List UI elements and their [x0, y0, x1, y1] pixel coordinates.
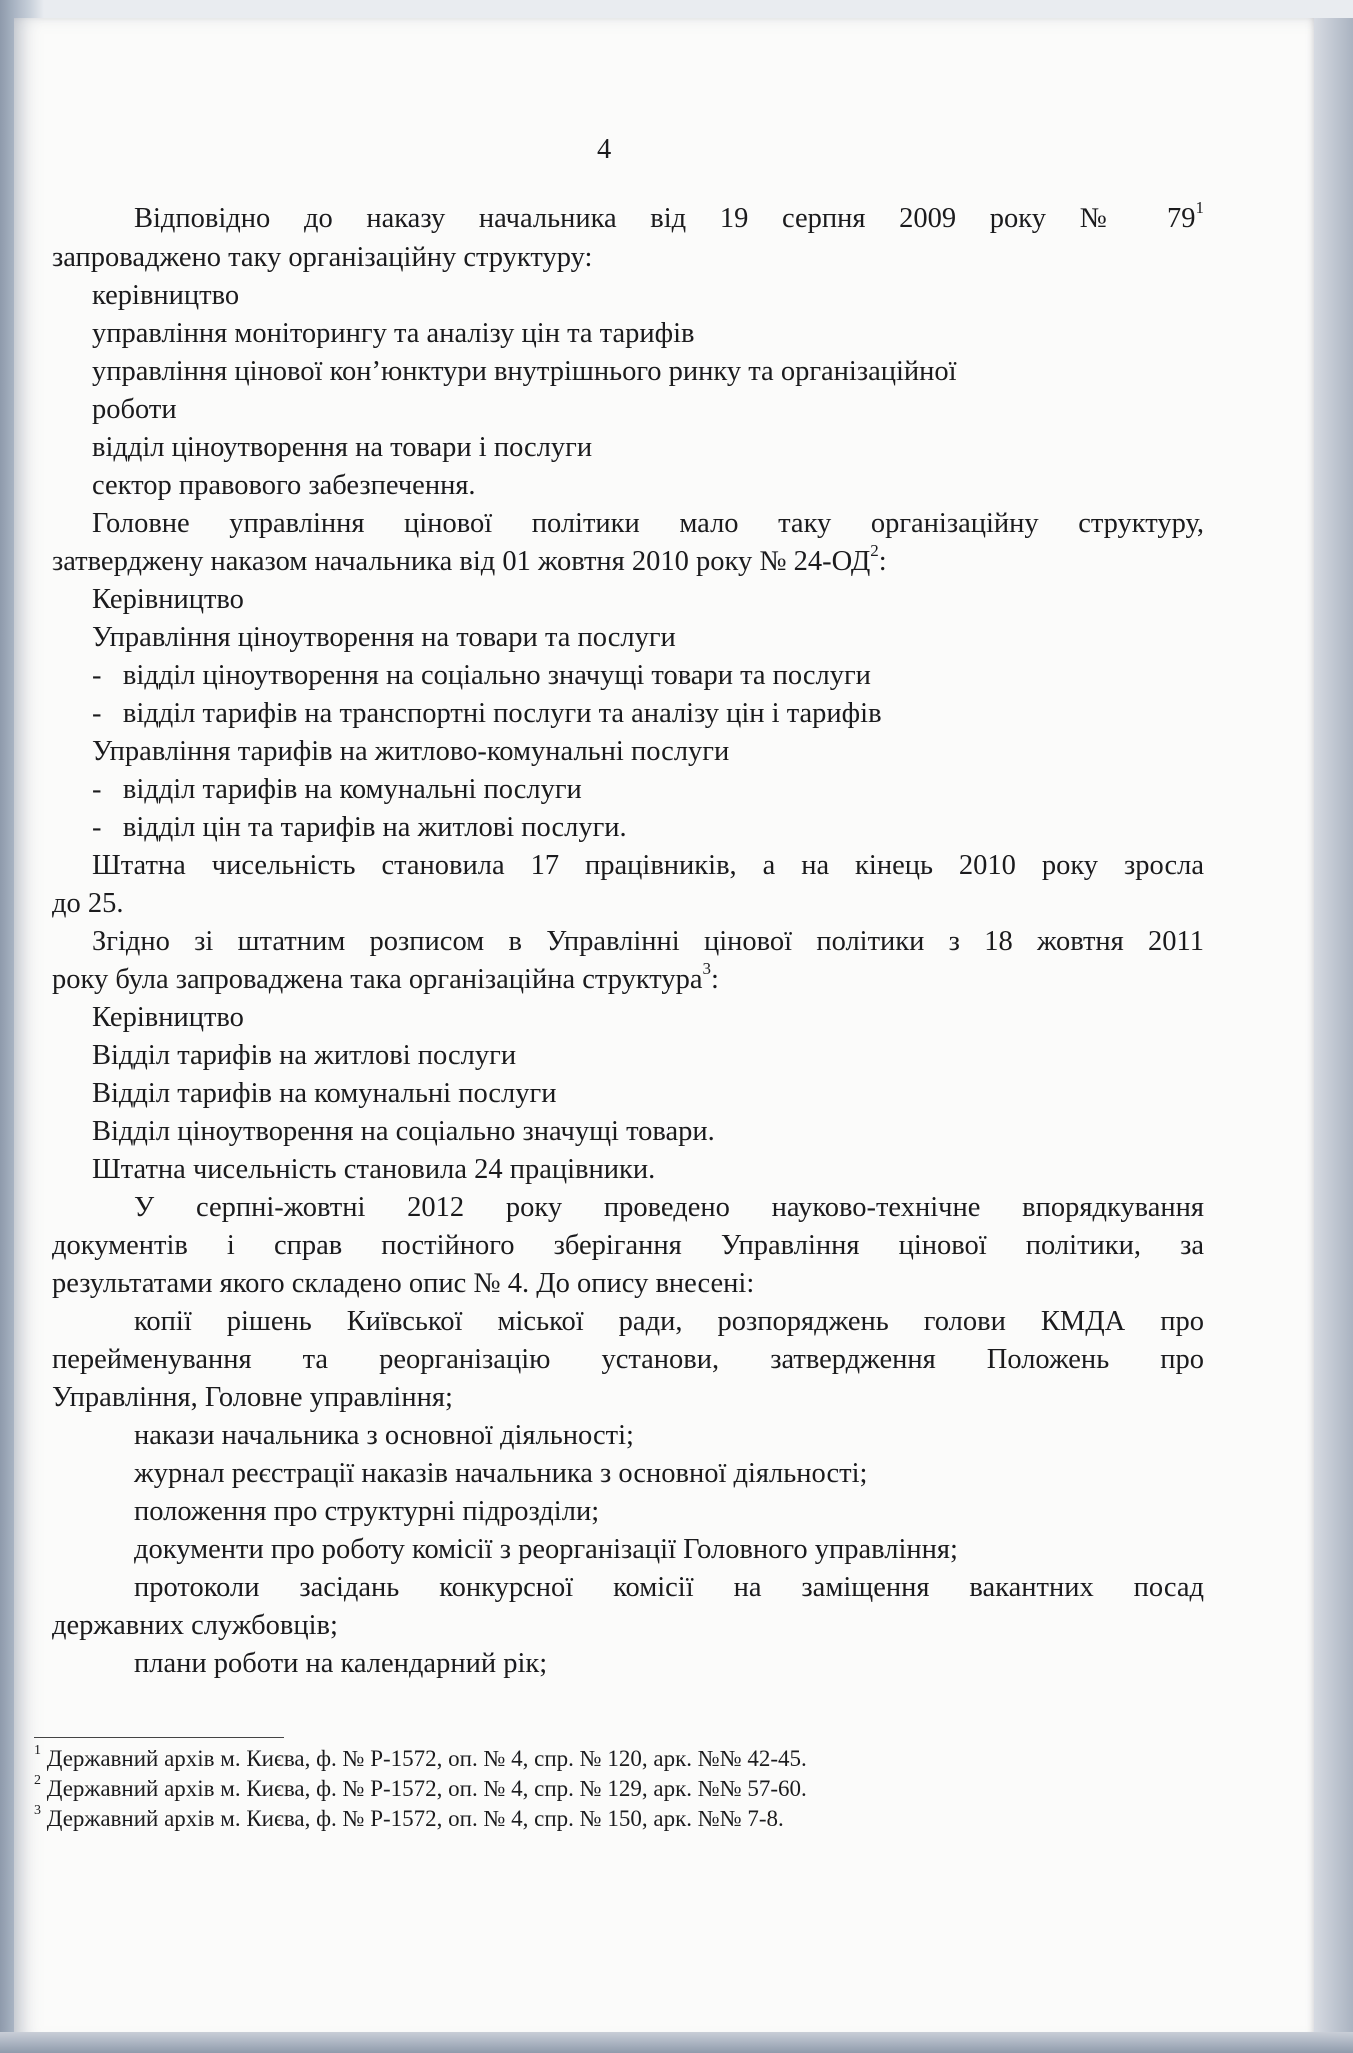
page-number: 4 [597, 134, 612, 165]
list-item: відділ ціноутворення на товари і послуги [92, 432, 593, 463]
list-item: - відділ тарифів на комунальні послуги [92, 774, 582, 805]
list-item: - відділ тарифів на транспортні послуги та аналізу цін і тарифів [92, 698, 882, 729]
paragraph-line: У серпні-жовтні 2012 року проведено науково-технічне впорядкування [134, 1192, 1204, 1223]
footnote-mark: 3 [34, 1803, 41, 1819]
paragraph-line: Згідно зі штатним розписом в Управлінні цінової політики з 18 жовтня 2011 [92, 926, 1204, 957]
footnote-ref: 2 [870, 540, 879, 560]
list-item: Управління тарифів на житлово-комунальні послуги [92, 736, 730, 767]
list-item: Відділ ціноутворення на соціально значущі товари. [92, 1116, 715, 1147]
list-item: положення про структурні підрозділи; [134, 1496, 600, 1527]
list-item: Керівництво [92, 1002, 244, 1033]
page-edge [1314, 18, 1353, 2053]
footnote-mark: 1 [34, 1743, 41, 1759]
paragraph-line: протоколи засідань конкурсної комісії на заміщення вакантних посад [134, 1572, 1204, 1603]
list-item: Відділ тарифів на житлові послуги [92, 1040, 517, 1071]
list-item: накази начальника з основної діяльності; [134, 1420, 634, 1451]
paragraph-line: затверджену наказом начальника від 01 жовтня 2010 року № $24-ОД^2$: [52, 540, 887, 577]
paragraph-line: до 25. [52, 888, 124, 919]
paragraph-line: перейменування та реорганізацію установи, затвердження Положень про [52, 1344, 1204, 1375]
footnote-ref: 3 [702, 958, 712, 978]
footnote-ref: 1 [1195, 197, 1204, 217]
list-item: керівництво [92, 280, 240, 311]
footnote-separator [34, 1737, 284, 1738]
paragraph-line: державних службовців; [52, 1610, 338, 1641]
paragraph-line: Головне управління цінової політики мало таку організаційну структуру, [92, 508, 1204, 539]
list-item: - відділ цін та тарифів на житлові послуги. [92, 812, 627, 843]
footnote: $^1$ Державний архів м. Києва, ф. № Р-1572, оп. № 4, спр. № 120, арк. №№ 42-45. [34, 1743, 807, 1771]
list-item: сектор правового забезпечення. [92, 470, 476, 501]
list-item: плани роботи на календарний рік; [134, 1648, 548, 1679]
paragraph-line: Відповідно до наказу начальника від 19 серпня 2009 року № $79^1$ [134, 197, 1204, 234]
list-item: документи про роботу комісії з реорганізації Головного управління; [134, 1534, 958, 1565]
list-item: управління моніторингу та аналізу цін та тарифів [92, 318, 695, 349]
list-item: управління цінової кон’юнктури внутрішнього ринку та організаційної [92, 356, 957, 387]
paragraph-line: результатами якого складено опис № 4. До опису внесені: [52, 1268, 755, 1299]
paragraph-line: року була запроваджена така організаційна структура$^3$: [52, 958, 719, 995]
paragraph-line: запроваджено таку організаційну структуру: [52, 242, 593, 273]
list-item: журнал реєстрації наказів начальника з основної діяльності; [134, 1458, 868, 1489]
paragraph-line: Штатна чисельність становила 17 працівників, а на кінець 2010 року зросла [92, 850, 1204, 881]
list-item: Відділ тарифів на комунальні послуги [92, 1078, 557, 1109]
scan-border [0, 2032, 1353, 2053]
list-item: Керівництво [92, 584, 244, 615]
footnote: $^2$ Державний архів м. Києва, ф. № Р-1572, оп. № 4, спр. № 129, арк. №№ 57-60. [34, 1773, 807, 1801]
footnote: $^3$ Державний архів м. Києва, ф. № Р-1572, оп. № 4, спр. № 150, арк. №№ 7-8. [34, 1803, 784, 1831]
paragraph-line: Управління, Головне управління; [52, 1382, 453, 1413]
list-item: Управління ціноутворення на товари та послуги [92, 622, 676, 653]
paragraph-line: копії рішень Київської міської ради, розпоряджень голови КМДА про [134, 1306, 1204, 1337]
list-item: - відділ ціноутворення на соціально значущі товари та послуги [92, 660, 871, 691]
list-item: Штатна чисельність становила 24 працівники. [92, 1154, 656, 1185]
paragraph-line: документів і справ постійного зберігання Управління цінової політики, за [52, 1230, 1204, 1261]
footnote-mark: 2 [34, 1773, 41, 1789]
document-page [14, 18, 1314, 2042]
list-item: роботи [92, 394, 177, 425]
